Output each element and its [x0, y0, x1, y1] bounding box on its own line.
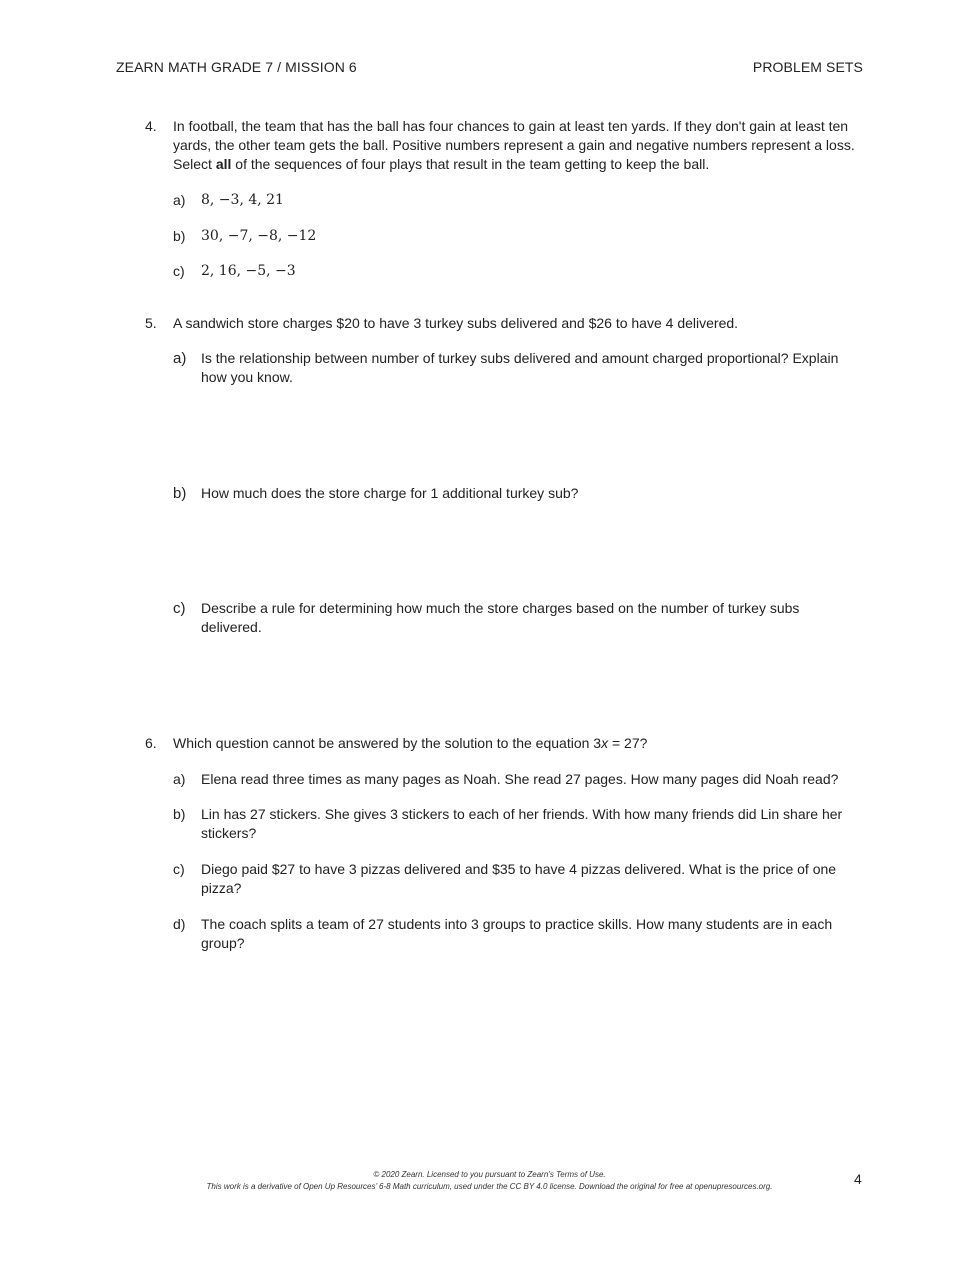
problem-number: 4. — [145, 118, 157, 134]
option-text: 2, 16, −5, −3 — [201, 263, 296, 279]
problem-5 — [145, 314, 865, 333]
part-text: Is the relationship between number of turkey subs delivered and amount charged proportional? Explain how you know. — [201, 350, 839, 385]
problem-text: A sandwich store charges $20 to have 3 turkey subs delivered and $26 to have 4 delivered. — [173, 315, 739, 331]
header-section: PROBLEM SETS — [752, 59, 863, 75]
option-label: c) — [173, 263, 185, 279]
option-label: b) — [173, 806, 186, 822]
page-number: 4 — [854, 1171, 862, 1187]
bold-word: all — [215, 156, 232, 172]
header-title: ZEARN MATH GRADE 7 / MISSION 6 — [116, 59, 357, 75]
footer-attribution: This work is a derivative of Open Up Resources’ 6-8 Math curriculum, used under the CC BY 4.0 license. Download the original for free at openupresources.org. — [206, 1182, 773, 1191]
problem-6-option-a — [173, 770, 863, 789]
option-label: b) — [173, 228, 186, 244]
problem-5-part-a — [173, 349, 863, 387]
problem-4-option-a — [173, 191, 863, 210]
problem-4-option-b — [173, 227, 863, 246]
problem-5-part-b — [173, 484, 863, 503]
problem-6-option-b — [173, 805, 863, 843]
problem-4-option-c — [173, 262, 863, 281]
part-text: Describe a rule for determining how much the store charges based on the number of turkey subs delivered. — [201, 600, 800, 635]
option-text: Diego paid $27 to have 3 pizzas delivered and $35 to have 4 pizzas delivered. What is the price of one pizza? — [201, 861, 837, 896]
option-label: c) — [173, 861, 185, 877]
problem-5-part-c — [173, 599, 863, 637]
option-label: d) — [173, 916, 186, 932]
problem-6-option-c — [173, 860, 863, 898]
option-label: a) — [173, 192, 186, 208]
option-text: 8, −3, 4, 21 — [201, 192, 284, 208]
option-text: Elena read three times as many pages as Noah. She read 27 pages. How many pages did Noah read? — [201, 771, 839, 787]
option-label: a) — [173, 771, 186, 787]
problem-4 — [145, 117, 865, 174]
problem-number: 6. — [145, 735, 157, 751]
option-text: The coach splits a team of 27 students into 3 groups to practice skills. How many students are in each group? — [201, 916, 833, 951]
part-text: How much does the store charge for 1 additional turkey sub? — [201, 485, 579, 501]
option-text: 30, −7, −8, −12 — [201, 228, 317, 244]
footer-license: © 2020 Zearn. Licensed to you pursuant to Zearn’s Terms of Use. — [373, 1170, 606, 1179]
option-text: Lin has 27 stickers. She gives 3 stickers to each of her friends. With how many friends did Lin share her stickers? — [201, 806, 843, 841]
part-label: b) — [173, 485, 187, 502]
problem-number: 5. — [145, 315, 157, 331]
part-label: a) — [173, 350, 187, 367]
part-label: c) — [173, 600, 186, 617]
problem-6 — [145, 734, 865, 753]
variable-x: x — [601, 735, 609, 751]
problem-6-option-d — [173, 915, 863, 953]
problem-text: In football, the team that has the ball has four chances to gain at least ten yards. If they don't gain at least ten yards, the other team gets the ball. Positive numbers represent a gain and negative numbers represent a loss. Select all of the sequences of four plays that result in the team getting to keep the ball. — [173, 118, 855, 172]
problem-text: Which question cannot be answered by the solution to the equation 3x = 27? — [173, 735, 648, 751]
